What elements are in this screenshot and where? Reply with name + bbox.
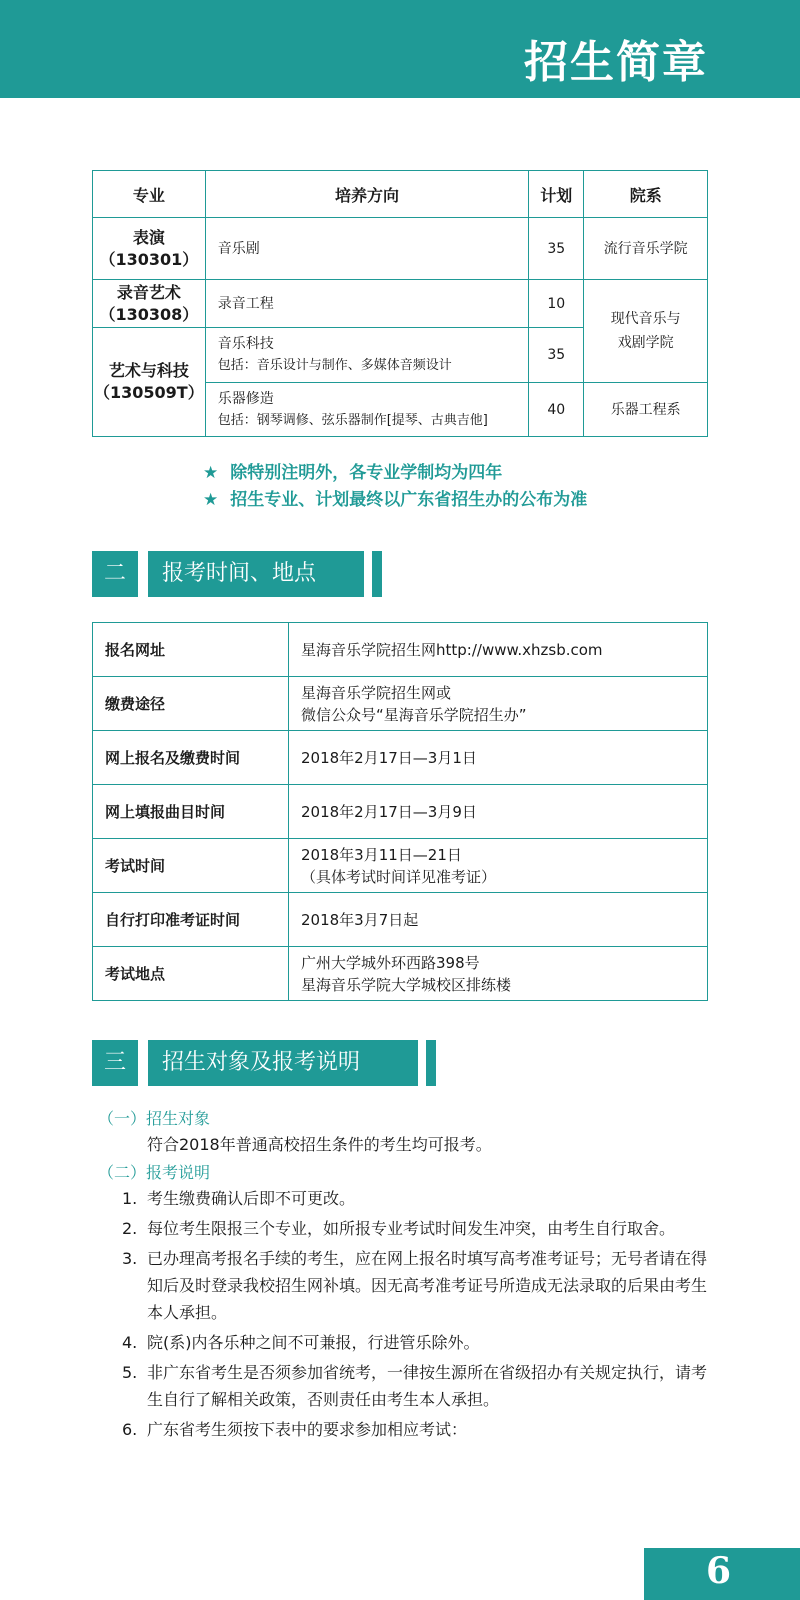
info-key: 缴费途径 bbox=[93, 677, 289, 731]
majors-table bbox=[92, 170, 708, 437]
info-value-line: 微信公众号“星海音乐学院招生办” bbox=[301, 705, 527, 724]
dept-cell: 流行音乐学院 bbox=[584, 218, 708, 280]
direction-cell: 音乐剧 bbox=[205, 218, 528, 280]
major-name: 录音艺术 bbox=[116, 282, 181, 302]
list-item bbox=[122, 1329, 722, 1356]
dept-cell bbox=[584, 280, 708, 383]
instruction-list bbox=[122, 1185, 722, 1446]
table-row bbox=[93, 893, 708, 947]
major-name: 表演 bbox=[132, 227, 165, 247]
item-number: 2. bbox=[122, 1219, 138, 1238]
list-item bbox=[122, 1416, 722, 1443]
section-title: 报考时间、地点 bbox=[148, 551, 364, 597]
star-icon: ★ bbox=[203, 490, 219, 510]
item-text: 非广东省考生是否须参加省统考，一律按生源所在省级招办有关规定执行，请考生自行了解相关政策，否则责任由考生本人承担。 bbox=[147, 1363, 708, 1409]
section-number: 二 bbox=[92, 551, 138, 597]
table-row bbox=[93, 677, 708, 731]
table-row bbox=[93, 280, 708, 328]
dept-line: 现代音乐与 bbox=[610, 311, 681, 327]
direction-name: 音乐科技 bbox=[217, 336, 274, 352]
info-value: 2018年3月7日起 bbox=[289, 893, 708, 947]
info-key: 网上报名及缴费时间 bbox=[93, 731, 289, 785]
info-value-line: 星海音乐学院招生网或 bbox=[301, 683, 452, 702]
info-key: 自行打印准考证时间 bbox=[93, 893, 289, 947]
note-item bbox=[203, 460, 587, 487]
note-item bbox=[203, 487, 587, 514]
item-text: 已办理高考报名手续的考生，应在网上报名时填写高考准考证号；无号者请在得知后及时登录我校招生网补填。因无高考准考证号所造成无法录取的后果由考生本人承担。 bbox=[147, 1249, 708, 1322]
info-value-line: （具体考试时间详见准考证） bbox=[301, 867, 497, 886]
item-text: 院(系)内各乐种之间不可兼报，行进管乐除外。 bbox=[147, 1333, 480, 1352]
info-key: 报名网址 bbox=[93, 623, 289, 677]
major-code: （130308） bbox=[99, 304, 199, 324]
info-key: 考试地点 bbox=[93, 947, 289, 1001]
plan-cell: 40 bbox=[529, 383, 584, 437]
info-value bbox=[289, 677, 708, 731]
table-row bbox=[93, 623, 708, 677]
list-item bbox=[122, 1359, 722, 1413]
direction-cell: 录音工程 bbox=[205, 280, 528, 328]
item-text: 考生缴费确认后即不可更改。 bbox=[147, 1189, 356, 1208]
item-number: 3. bbox=[122, 1249, 138, 1268]
table-row bbox=[93, 731, 708, 785]
column-header: 计划 bbox=[529, 171, 584, 218]
item-number: 6. bbox=[122, 1420, 138, 1439]
notes bbox=[203, 460, 587, 514]
plan-cell: 35 bbox=[529, 218, 584, 280]
info-value: 2018年2月17日—3月9日 bbox=[289, 785, 708, 839]
info-value bbox=[289, 839, 708, 893]
direction-name: 乐器修造 bbox=[217, 390, 274, 407]
info-key: 网上填报曲目时间 bbox=[93, 785, 289, 839]
page-header bbox=[0, 0, 800, 98]
section-bar bbox=[372, 551, 382, 597]
major-code: （130301） bbox=[99, 249, 199, 269]
plan-cell: 35 bbox=[529, 328, 584, 383]
major-name: 艺术与科技 bbox=[108, 361, 189, 380]
page-number-badge bbox=[644, 1548, 800, 1600]
item-number: 4. bbox=[122, 1333, 138, 1352]
table-row bbox=[93, 839, 708, 893]
direction-includes: 包括：钢琴调修、弦乐器制作[提琴、古典吉他] bbox=[217, 412, 488, 428]
table-row bbox=[93, 947, 708, 1001]
info-key: 考试时间 bbox=[93, 839, 289, 893]
major-cell bbox=[93, 218, 206, 280]
note-text: 招生专业、计划最终以广东省招生办的公布为准 bbox=[230, 490, 588, 510]
info-value-line: 广州大学城外环西路398号 bbox=[301, 953, 480, 972]
item-text: 广东省考生须按下表中的要求参加相应考试： bbox=[147, 1420, 468, 1439]
section-number: 三 bbox=[92, 1040, 138, 1086]
table-row bbox=[93, 785, 708, 839]
major-cell bbox=[93, 328, 206, 437]
info-value-line: 星海音乐学院大学城校区排练楼 bbox=[301, 975, 512, 994]
table-row bbox=[93, 218, 708, 280]
star-icon: ★ bbox=[203, 463, 219, 483]
info-value-line: 2018年3月11日—21日 bbox=[301, 845, 462, 864]
subsection-title: （二）报考说明 bbox=[98, 1163, 211, 1182]
info-value: 星海音乐学院招生网http://www.xhzsb.com bbox=[289, 623, 708, 677]
list-item bbox=[122, 1245, 722, 1326]
item-number: 1. bbox=[122, 1189, 138, 1208]
info-value: 2018年2月17日—3月1日 bbox=[289, 731, 708, 785]
page-title: 招生简章 bbox=[524, 37, 708, 88]
list-item bbox=[122, 1215, 722, 1242]
column-header: 培养方向 bbox=[205, 171, 528, 218]
dept-cell: 乐器工程系 bbox=[584, 383, 708, 437]
column-header: 专业 bbox=[93, 171, 206, 218]
section-title: 招生对象及报考说明 bbox=[148, 1040, 418, 1086]
item-number: 5. bbox=[122, 1363, 138, 1382]
section-bar bbox=[426, 1040, 436, 1086]
page-number: 6 bbox=[706, 1550, 732, 1592]
subsection-title: （一）招生对象 bbox=[98, 1109, 211, 1128]
exam-info-table bbox=[92, 622, 708, 1001]
major-code: （130509T） bbox=[94, 383, 204, 402]
column-header: 院系 bbox=[584, 171, 708, 218]
direction-cell bbox=[205, 328, 528, 383]
list-item bbox=[122, 1185, 722, 1212]
subsection-text: 符合2018年普通高校招生条件的考生均可报考。 bbox=[147, 1135, 492, 1154]
major-cell bbox=[93, 280, 206, 328]
note-text: 除特别注明外，各专业学制均为四年 bbox=[230, 463, 503, 483]
table-header-row bbox=[93, 171, 708, 218]
dept-line: 戏剧学院 bbox=[617, 335, 674, 351]
info-value bbox=[289, 947, 708, 1001]
plan-cell: 10 bbox=[529, 280, 584, 328]
direction-includes: 包括：音乐设计与制作、多媒体音频设计 bbox=[217, 358, 452, 373]
direction-cell bbox=[205, 383, 528, 437]
item-text: 每位考生限报三个专业，如所报专业考试时间发生冲突，由考生自行取舍。 bbox=[147, 1219, 676, 1238]
